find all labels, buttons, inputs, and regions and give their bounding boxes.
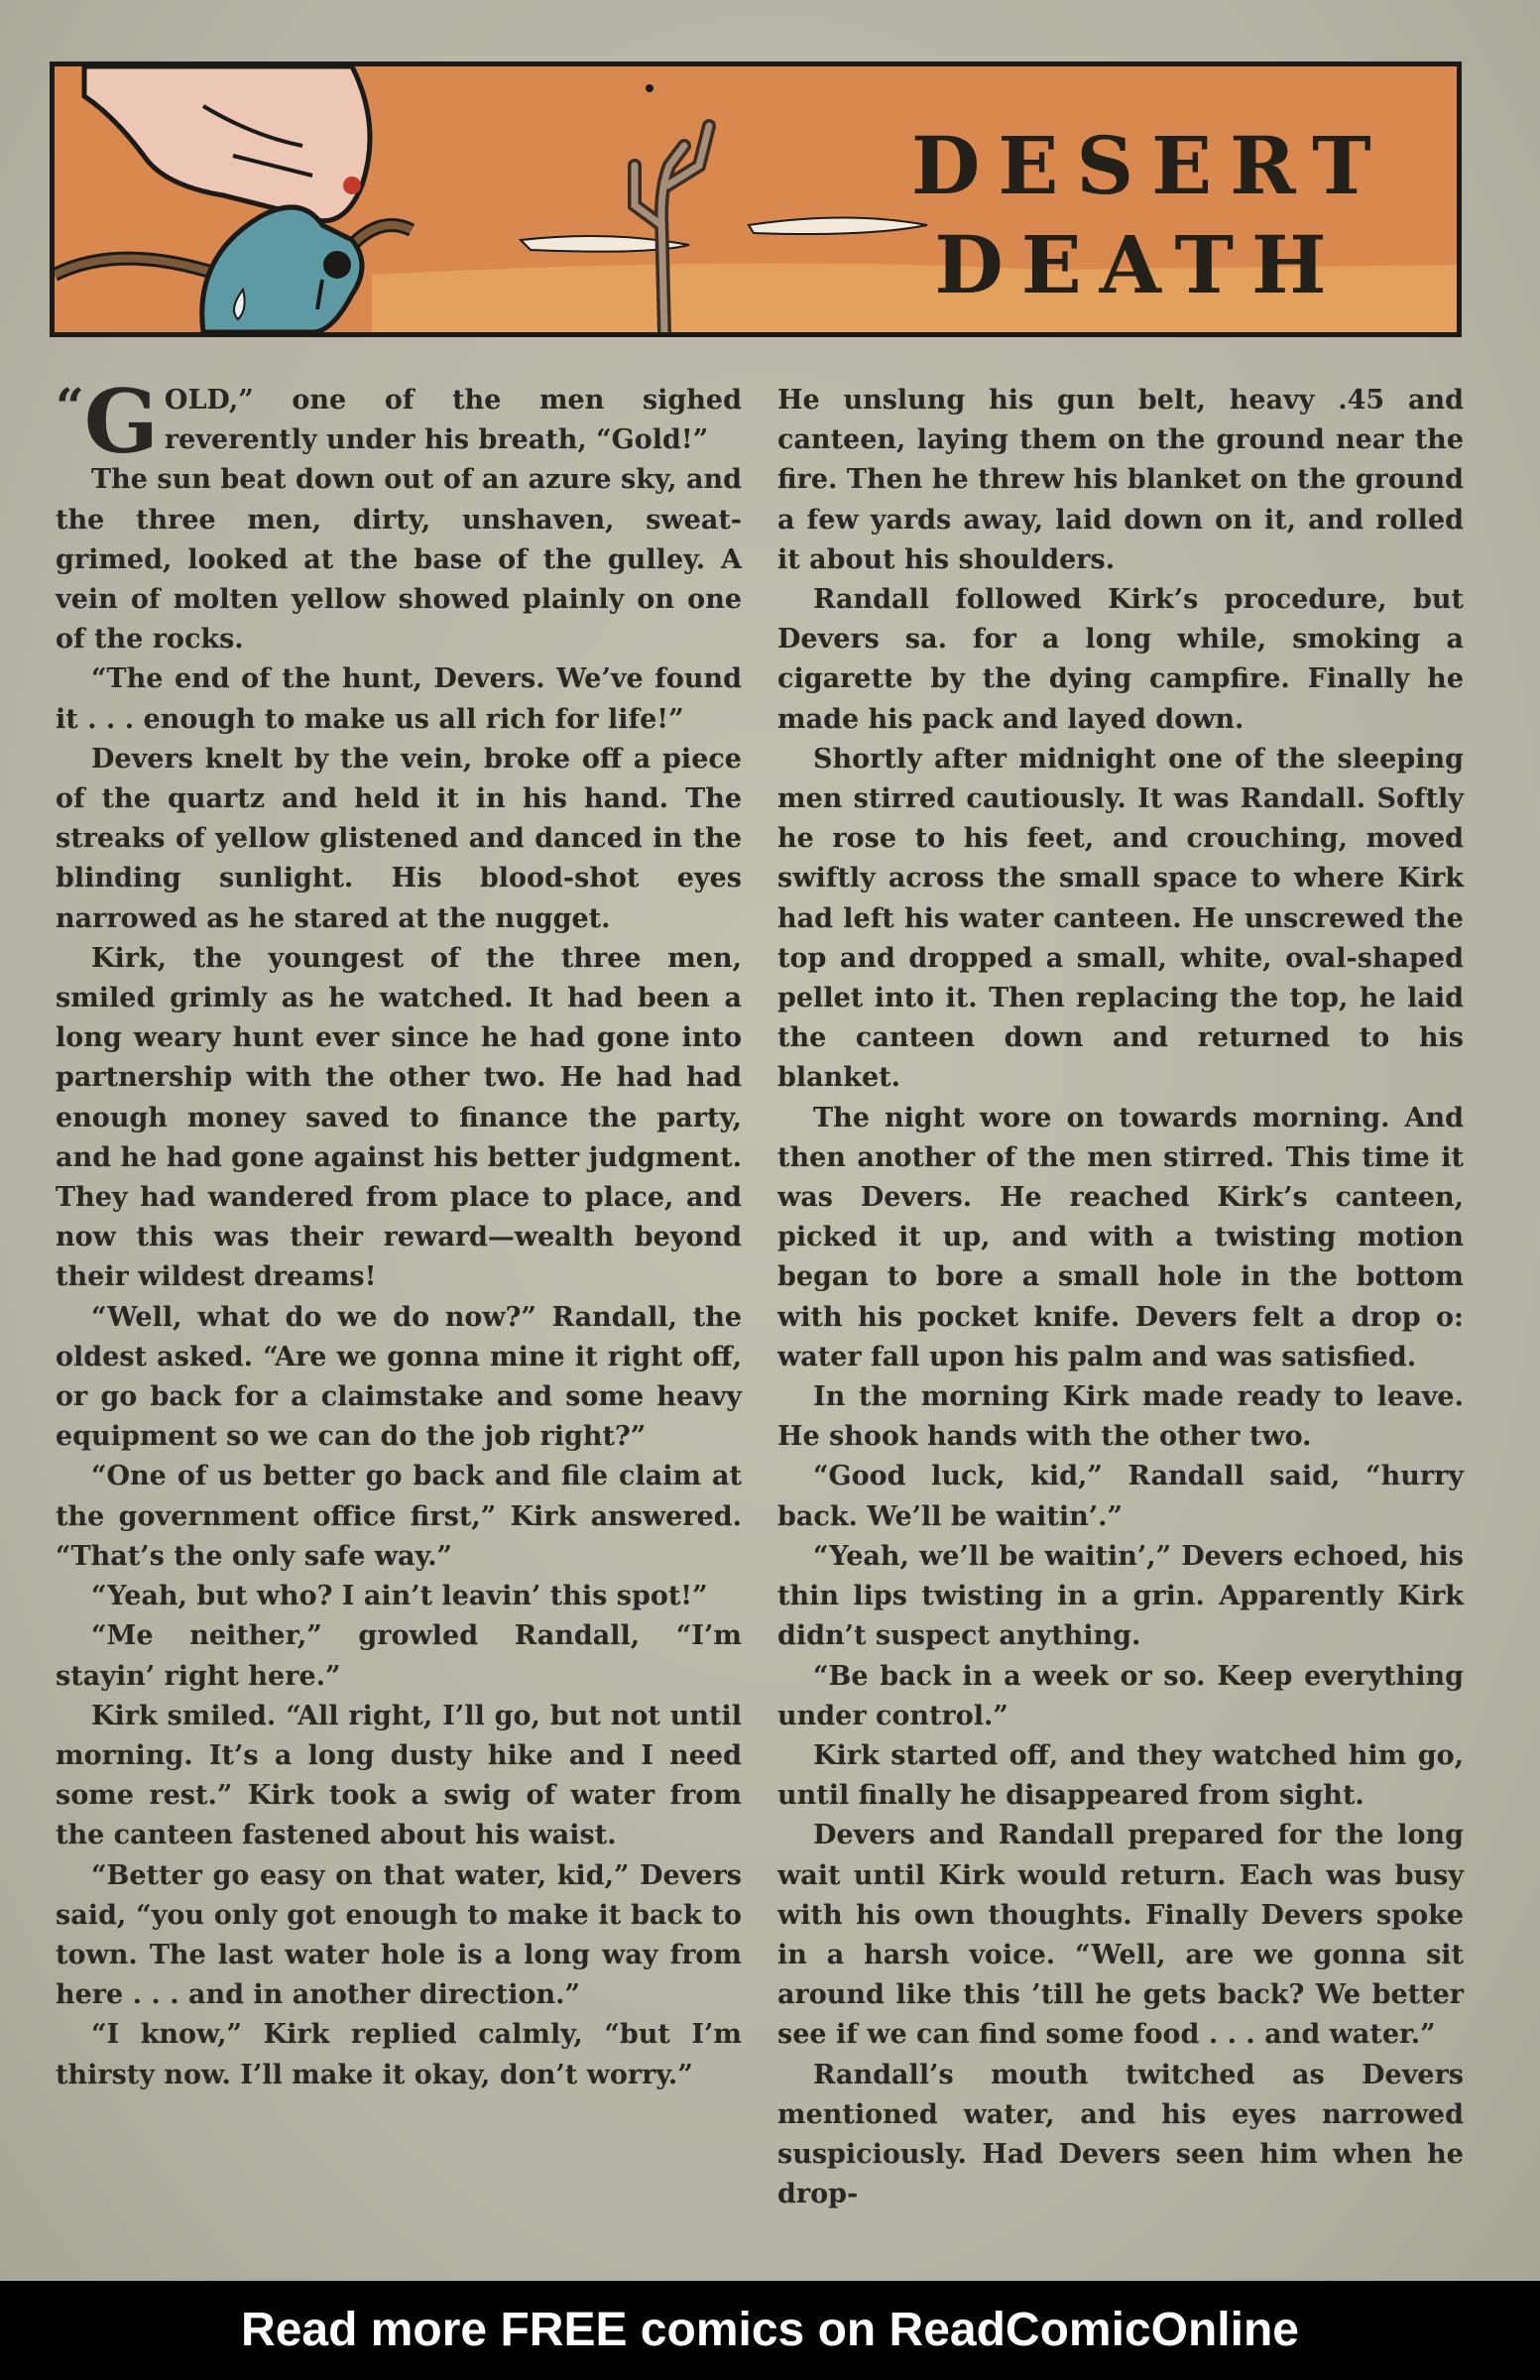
paragraph: Kirk started off, and they watched him go, until finally he disappeared from sight.	[777, 1739, 1464, 1812]
paragraph: “One of us better go back and file claim at the government office first,” Kirk answered. “That’s the only safe way.”	[56, 1461, 742, 1572]
paragraph: “Well, what do we do now?” Randall, the oldest asked. “Are we gonna mine it right off, or go back for a claimstake and some heavy equipment so we can do the job right?”	[56, 1301, 742, 1453]
paragraph: “Be back in a week or so. Keep everything under control.”	[777, 1660, 1464, 1731]
drop-cap: “G	[56, 370, 159, 473]
paragraph: He unslung his gun belt, heavy .45 and canteen, laying them on the ground near the fire. Then he threw his blanket on the ground a few yards away, laid down on it, and rolled it about his shoulders.	[777, 385, 1464, 575]
paragraph: Devers and Randall prepared for the long wait until Kirk would return. Each was busy with his own thoughts. Finally Devers spoke in a harsh voice. “Well, are we gonna sit around like this ’till he gets back? We better see if we can find some food . . . and water.”	[777, 1820, 1464, 2051]
story-title	[911, 116, 1389, 314]
paragraph: Randall followed Kirk’s procedure, but Devers sa. for a long while, smoking a cigarette by the dying campfire. Finally he made his pack and layed down.	[777, 584, 1464, 735]
paragraph: Devers knelt by the vein, broke off a piece of the quartz and held it in his hand. The streaks of yellow glistened and danced in the blinding sunlight. His blood-shot eyes narrowed as he stared at the nugget.	[56, 743, 742, 934]
paragraph: “Good luck, kid,” Randall said, “hurry back. We’ll be waitin’.”	[777, 1461, 1464, 1532]
title-banner	[50, 61, 1462, 337]
paragraph: “G OLD,” one of the men sighed reverently under his breath, “Gold!”	[56, 370, 742, 473]
title-line-2: DEATH	[934, 218, 1345, 311]
paragraph: “Yeah, but who? I ain’t leavin’ this spot!”	[91, 1581, 708, 1612]
paragraph: Randall’s mouth twitched as Devers mentioned water, and his eyes narrowed suspiciously. Had Devers seen him when he drop-	[777, 2059, 1464, 2210]
paragraph: “Me neither,” growled Randall, “I’m stayin’ right here.”	[56, 1620, 742, 1692]
canteen-hole	[323, 251, 351, 279]
paragraph: Kirk smiled. “All right, I’ll go, but not until morning. It’s a long dusty hike and I need some rest.” Kirk took a swig of water from the canteen fastened about his waist.	[56, 1700, 742, 1851]
paragraph: “I know,” Kirk replied calmly, “but I’m thirsty now. I’ll make it okay, don’t worry.”	[56, 2019, 742, 2090]
paragraph: Kirk, the youngest of the three men, smiled grimly as he watched. It had been a long weary hunt ever since he had gone into partnership with the other two. He had had enough money saved to finance the party, and he had gone against his better judgment. They had wandered from place to place, and now this was their reward—wealth beyond their wildest dreams!	[56, 942, 742, 1293]
left-text-column	[56, 370, 742, 2095]
right-text-column	[777, 381, 1464, 2214]
footer-banner-link[interactable]: Read more FREE comics on ReadComicOnline	[0, 2281, 1540, 2380]
paragraph: The night wore on towards morning. And then another of the men stirred. This time it was Devers. He reached Kirk’s canteen, picked it up, and with a twisting motion began to bore a small hole in the bottom with his pocket knife. Devers felt a drop o: water fall upon his palm and was satisfied.	[777, 1102, 1464, 1372]
hand-shape	[84, 66, 370, 221]
pellet-dot	[343, 177, 361, 194]
paragraph: “Yeah, we’ll be waitin’,” Devers echoed, his thin lips twisting in a grin. Apparently Kirk didn’t suspect anything.	[777, 1540, 1464, 1652]
paragraph: “Better go easy on that water, kid,” Devers said, “you only got enough to make it back to town. The last water hole is a long way from here . . . and in another direction.”	[56, 1859, 742, 2011]
title-line-1: DESERT	[911, 119, 1389, 212]
paragraph: “The end of the hunt, Devers. We’ve found it . . . enough to make us all rich for life!”	[56, 663, 742, 735]
paragraph: Shortly after midnight one of the sleeping men stirred cautiously. It was Randall. Softly he rose to his feet, and crouching, moved swiftly across the small space to where Kirk had left his water canteen. He unscrewed the top and dropped a small, white, oval-shaped pellet into it. Then replacing the top, he laid the canteen down and returned to his blanket.	[777, 743, 1464, 1094]
paragraph: In the morning Kirk made ready to leave. He shook hands with the other two.	[777, 1381, 1464, 1453]
paragraph: The sun beat down out of an azure sky, and the three men, dirty, unshaven, sweat-grimed, looked at the base of the gulley. A vein of molten yellow showed plainly on one of the rocks.	[56, 464, 742, 655]
